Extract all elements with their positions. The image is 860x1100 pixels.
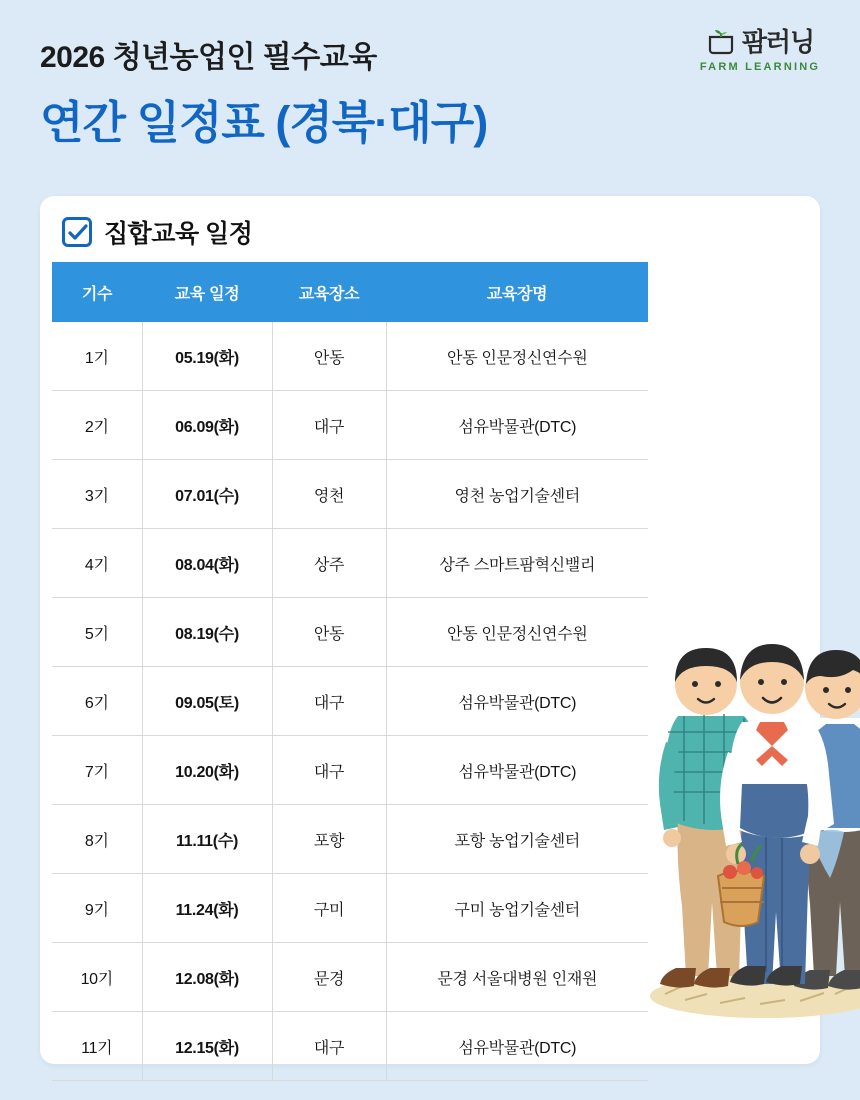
cell-date: 08.19(수) <box>142 598 272 667</box>
cell-location: 상주 <box>272 529 386 598</box>
column-header-cohort: 기수 <box>52 262 142 322</box>
brand-logo <box>690 22 830 73</box>
cell-location: 대구 <box>272 667 386 736</box>
table-header <box>52 262 648 322</box>
cell-venue: 구미 농업기술센터 <box>386 874 648 943</box>
cell-location: 대구 <box>272 736 386 805</box>
cell-cohort: 5기 <box>52 598 142 667</box>
cell-date: 10.20(화) <box>142 736 272 805</box>
cell-venue: 안동 인문정신연수원 <box>386 598 648 667</box>
cell-location: 영천 <box>272 460 386 529</box>
cell-venue: 문경 서울대병원 인재원 <box>386 943 648 1012</box>
cell-location: 구미 <box>272 874 386 943</box>
table-row <box>52 322 648 391</box>
cell-date: 05.19(화) <box>142 322 272 391</box>
cell-venue: 섬유박물관(DTC) <box>386 736 648 805</box>
cell-date: 07.01(수) <box>142 460 272 529</box>
cell-cohort: 2기 <box>52 391 142 460</box>
schedule-card <box>40 196 820 1064</box>
schedule-table-wrapper <box>52 262 640 1081</box>
cell-cohort: 6기 <box>52 667 142 736</box>
cell-cohort: 9기 <box>52 874 142 943</box>
cell-location: 포항 <box>272 805 386 874</box>
cell-cohort: 4기 <box>52 529 142 598</box>
logo-english-name: FARM LEARNING <box>699 61 821 73</box>
table-row <box>52 736 648 805</box>
checkbox-checked-icon <box>62 217 92 247</box>
table-row <box>52 1012 648 1081</box>
table-row <box>52 874 648 943</box>
column-header-venue: 교육장명 <box>386 262 648 322</box>
column-header-date: 교육 일정 <box>142 262 272 322</box>
cell-cohort: 8기 <box>52 805 142 874</box>
cell-venue: 포항 농업기술센터 <box>386 805 648 874</box>
cell-cohort: 3기 <box>52 460 142 529</box>
table-row <box>52 667 648 736</box>
column-header-location: 교육장소 <box>272 262 386 322</box>
card-heading-row <box>62 214 252 250</box>
table-header-row <box>52 262 648 322</box>
cell-location: 문경 <box>272 943 386 1012</box>
logo-name: 팜러닝 <box>741 27 815 57</box>
sprout-in-box-icon <box>706 26 736 56</box>
header-subtitle: 2026 청년농업인 필수교육 <box>40 41 377 74</box>
cell-date: 12.08(화) <box>142 943 272 1012</box>
cell-location: 대구 <box>272 391 386 460</box>
table-row <box>52 460 648 529</box>
table-row <box>52 805 648 874</box>
table-row <box>52 598 648 667</box>
page-header <box>0 0 860 172</box>
table-row <box>52 529 648 598</box>
cell-location: 안동 <box>272 322 386 391</box>
card-heading-label: 집합교육 일정 <box>104 220 253 248</box>
cell-date: 11.24(화) <box>142 874 272 943</box>
table-body <box>52 322 648 1081</box>
cell-date: 06.09(화) <box>142 391 272 460</box>
cell-cohort: 1기 <box>52 322 142 391</box>
cell-cohort: 10기 <box>52 943 142 1012</box>
cell-venue: 상주 스마트팜혁신밸리 <box>386 529 648 598</box>
cell-location: 안동 <box>272 598 386 667</box>
cell-venue: 섬유박물관(DTC) <box>386 391 648 460</box>
cell-cohort: 11기 <box>52 1012 142 1081</box>
schedule-table <box>52 262 648 1081</box>
cell-venue: 섬유박물관(DTC) <box>386 1012 648 1081</box>
cell-date: 08.04(화) <box>142 529 272 598</box>
page-title: 연간 일정표 (경북·대구) <box>40 97 488 148</box>
cell-date: 12.15(화) <box>142 1012 272 1081</box>
cell-date: 11.11(수) <box>142 805 272 874</box>
cell-date: 09.05(토) <box>142 667 272 736</box>
cell-venue: 영천 농업기술센터 <box>386 460 648 529</box>
cell-venue: 섬유박물관(DTC) <box>386 667 648 736</box>
cell-cohort: 7기 <box>52 736 142 805</box>
table-row <box>52 943 648 1012</box>
cell-location: 대구 <box>272 1012 386 1081</box>
table-row <box>52 391 648 460</box>
three-farmers-illustration <box>640 556 860 1026</box>
cell-venue: 안동 인문정신연수원 <box>386 322 648 391</box>
